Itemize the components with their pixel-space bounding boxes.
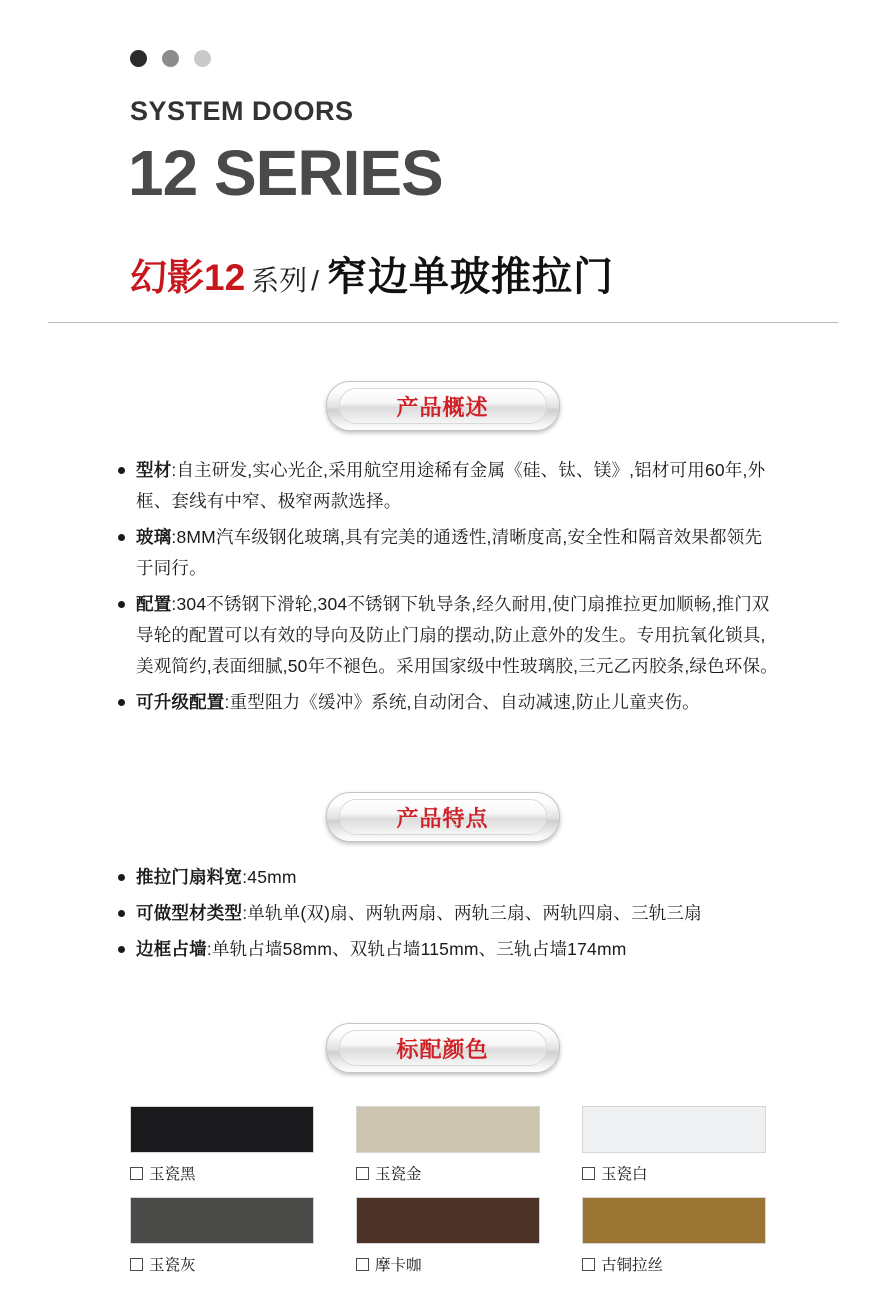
list-item-label: 玻璃 <box>136 527 172 547</box>
subtitle-product-name: 窄边单玻推拉门 <box>326 255 614 299</box>
dot-icon <box>194 50 211 67</box>
swatch-label <box>130 1253 312 1275</box>
swatch-label <box>582 1253 764 1275</box>
swatch-label <box>356 1162 538 1184</box>
bullet-icon <box>118 699 125 706</box>
decorative-dots <box>130 50 211 67</box>
list-item-label: 边框占墙 <box>136 939 207 959</box>
subtitle <box>130 245 614 302</box>
list-item <box>118 455 778 517</box>
list-item-text <box>136 687 700 718</box>
swatch-cell <box>582 1106 764 1184</box>
list-item <box>118 589 778 682</box>
bullet-icon <box>118 534 125 541</box>
checkbox-icon[interactable] <box>356 1167 369 1180</box>
list-item-separator: : <box>206 939 212 959</box>
list-item <box>118 522 778 584</box>
list-item-separator: : <box>242 867 248 887</box>
swatch-chip-mokaka <box>356 1197 540 1244</box>
list-item-label: 推拉门扇料宽 <box>136 867 243 887</box>
list-item-text <box>136 455 778 517</box>
list-item-text <box>136 898 702 929</box>
subtitle-series-word: 系列 <box>251 265 308 296</box>
list-item <box>118 687 778 718</box>
list-item-separator: : <box>242 903 248 923</box>
list-item-separator: : <box>171 527 177 547</box>
swatch-chip-gutonglasi <box>582 1197 766 1244</box>
list-item-body: 自主研发,实心光企,采用航空用途稀有金属《硅、钛、镁》,铝材可用60年,外框、套线有中窄、极窄两款选择。 <box>136 460 766 511</box>
swatch-name: 摩卡咖 <box>375 1257 422 1274</box>
swatch-chip-yucihui <box>130 1197 314 1244</box>
section-heading-label: 标配颜色 <box>396 1036 489 1062</box>
swatch-chip-yuciheii <box>130 1106 314 1153</box>
subtitle-series-red: 幻影12 <box>130 257 246 298</box>
swatch-name: 玉瓷灰 <box>149 1257 196 1274</box>
checkbox-icon[interactable] <box>582 1258 595 1271</box>
swatch-chip-yucibai <box>582 1106 766 1153</box>
list-item-label: 可做型材类型 <box>136 903 243 923</box>
bullet-icon <box>118 601 125 608</box>
section-heading-label: 产品概述 <box>396 394 489 420</box>
list-item-text <box>136 589 778 682</box>
list-item-body: 单轨占墙58mm、双轨占墙115mm、三轨占墙174mm <box>211 939 627 959</box>
eyebrow-text: SYSTEM DOORS <box>130 96 354 126</box>
list-item-separator: : <box>171 594 177 614</box>
list-item-label: 型材 <box>136 460 172 480</box>
list-item <box>118 934 778 965</box>
list-item-body: 304不锈钢下滑轮,304不锈钢下轨导条,经久耐用,使门扇推拉更加顺畅,推门双导轮的配置可以有效的导向及防止门扇的摆动,防止意外的发生。专用抗氧化锁具,美观简约,表面细腻,50年不褪色。采用国家级中性玻璃胶,三元乙丙胶条,绿色环保。 <box>136 594 778 676</box>
checkbox-icon[interactable] <box>130 1167 143 1180</box>
swatch-cell <box>130 1197 312 1275</box>
swatch-name: 古铜拉丝 <box>601 1257 664 1274</box>
section-heading-label: 产品特点 <box>396 805 489 831</box>
color-swatch-grid <box>130 1106 765 1275</box>
overview-list <box>118 455 778 723</box>
section-heading-overview <box>326 381 560 431</box>
list-item <box>118 898 778 929</box>
section-heading-features <box>326 792 560 842</box>
bullet-icon <box>118 946 125 953</box>
list-item-body: 单轨单(双)扇、两轨两扇、两轨三扇、两轨四扇、三轨三扇 <box>247 903 702 923</box>
list-item-text <box>136 522 778 584</box>
subtitle-separator: / <box>311 265 319 296</box>
header-divider <box>48 322 838 323</box>
list-item-separator: : <box>171 460 177 480</box>
pill-inner <box>339 1030 547 1066</box>
swatch-label <box>130 1162 312 1184</box>
list-item-text <box>136 934 627 965</box>
swatch-cell <box>582 1197 764 1275</box>
swatch-cell <box>356 1197 538 1275</box>
bullet-icon <box>118 910 125 917</box>
pill-inner <box>339 388 547 424</box>
swatch-chip-yucijin <box>356 1106 540 1153</box>
features-list <box>118 862 778 970</box>
swatch-label <box>582 1162 764 1184</box>
bullet-icon <box>118 467 125 474</box>
page-title: 12 SERIES <box>128 137 443 209</box>
dot-icon <box>162 50 179 67</box>
list-item-label: 可升级配置 <box>136 692 225 712</box>
list-item-body: 重型阻力《缓冲》系统,自动闭合、自动减速,防止儿童夹伤。 <box>229 692 700 712</box>
checkbox-icon[interactable] <box>582 1167 595 1180</box>
list-item-text <box>136 862 297 893</box>
list-item-body: 8MM汽车级钢化玻璃,具有完美的通透性,清晰度高,安全性和隔音效果都领先于同行。 <box>136 527 763 578</box>
swatch-cell <box>130 1106 312 1184</box>
checkbox-icon[interactable] <box>130 1258 143 1271</box>
list-item-body: 45mm <box>247 867 297 887</box>
list-item-label: 配置 <box>136 594 172 614</box>
pill-inner <box>339 799 547 835</box>
swatch-name: 玉瓷白 <box>601 1166 648 1183</box>
swatch-name: 玉瓷黑 <box>149 1166 196 1183</box>
swatch-cell <box>356 1106 538 1184</box>
swatch-label <box>356 1253 538 1275</box>
list-item-separator: : <box>224 692 230 712</box>
dot-icon <box>130 50 147 67</box>
section-heading-colors <box>326 1023 560 1073</box>
bullet-icon <box>118 874 125 881</box>
checkbox-icon[interactable] <box>356 1258 369 1271</box>
list-item <box>118 862 778 893</box>
swatch-name: 玉瓷金 <box>375 1166 422 1183</box>
